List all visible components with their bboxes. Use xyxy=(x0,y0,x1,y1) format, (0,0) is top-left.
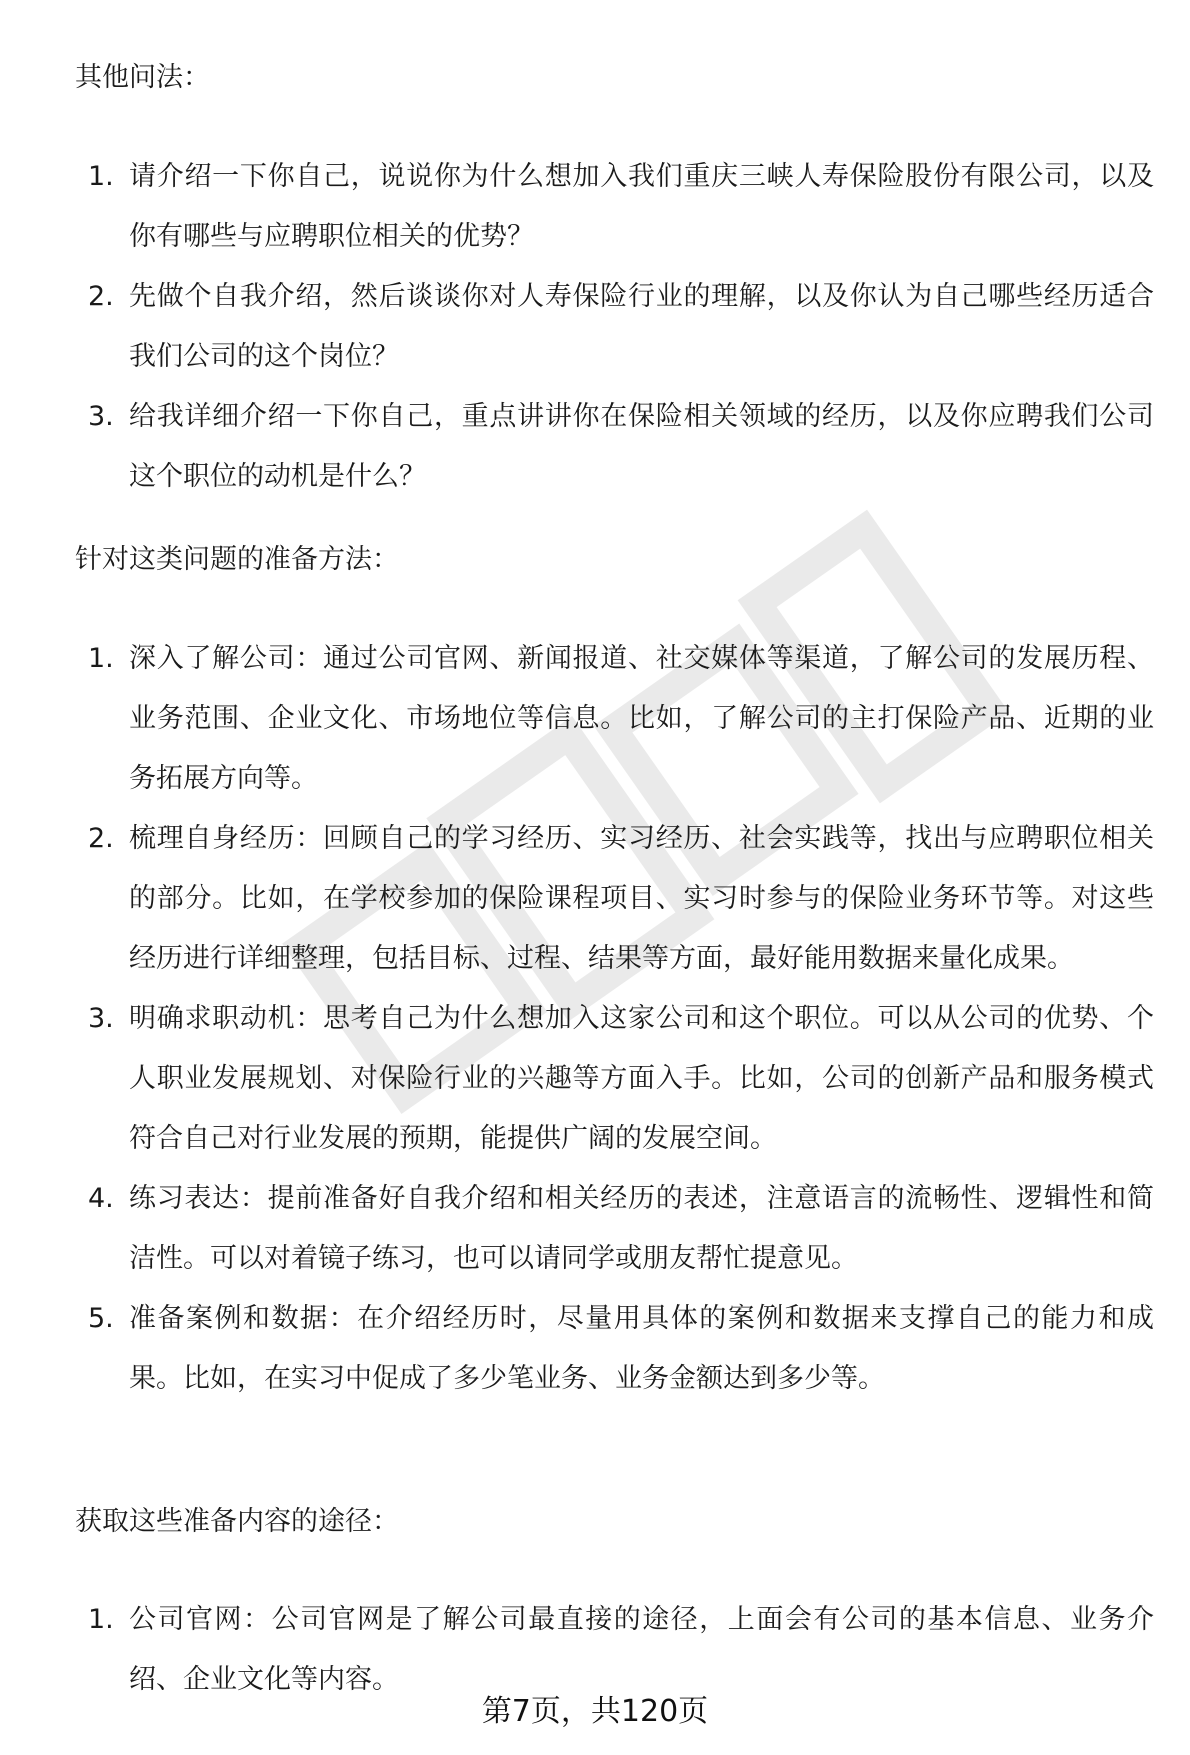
list-item-number: 1. xyxy=(88,161,114,192)
list-item-text: 公司官网：公司官网是了解公司最直接的途径，上面会有公司的基本信息、业务介绍、企业文化等内容。 xyxy=(129,1604,1154,1695)
list-item-text: 请介绍一下你自己，说说你为什么想加入我们重庆三峡人寿保险股份有限公司，以及你有哪些与应聘职位相关的优势？ xyxy=(129,161,1154,252)
list-item-text: 准备案例和数据：在介绍经历时，尽量用具体的案例和数据来支撑自己的能力和成果。比如，在实习中促成了多少笔业务、业务金额达到多少等。 xyxy=(129,1303,1154,1394)
section-heading-other-questions: 其他问法： xyxy=(75,62,210,93)
list-item xyxy=(0,989,1190,1169)
list-item-text: 先做个自我介绍，然后谈谈你对人寿保险行业的理解，以及你认为自己哪些经历适合我们公司的这个岗位？ xyxy=(129,281,1154,372)
list-item xyxy=(0,1289,1190,1409)
list-item-text: 练习表达：提前准备好自我介绍和相关经历的表述，注意语言的流畅性、逻辑性和简洁性。可以对着镜子练习，也可以请同学或朋友帮忙提意见。 xyxy=(129,1183,1154,1274)
list-preparation-methods xyxy=(0,629,1190,1409)
list-item xyxy=(0,629,1190,809)
page-number-footer: 第7页，共120页 xyxy=(481,1694,709,1729)
list-item xyxy=(0,267,1190,387)
list-item-text: 给我详细介绍一下你自己，重点讲讲你在保险相关领域的经历，以及你应聘我们公司这个职位的动机是什么？ xyxy=(129,401,1154,492)
list-item-number: 1. xyxy=(88,643,114,674)
list-item-text: 明确求职动机：思考自己为什么想加入这家公司和这个职位。可以从公司的优势、个人职业发展规划、对保险行业的兴趣等方面入手。比如，公司的创新产品和服务模式符合自己对行业发展的预期，能提供广阔的发展空间。 xyxy=(129,1003,1154,1154)
list-other-questions xyxy=(0,147,1190,507)
list-item-text: 深入了解公司：通过公司官网、新闻报道、社交媒体等渠道，了解公司的发展历程、业务范围、企业文化、市场地位等信息。比如，了解公司的主打保险产品、近期的业务拓展方向等。 xyxy=(129,643,1154,794)
list-item-number: 2. xyxy=(88,281,114,312)
list-item-number: 5. xyxy=(88,1303,114,1334)
list-item xyxy=(0,147,1190,267)
list-item-number: 3. xyxy=(88,401,114,432)
list-item xyxy=(0,809,1190,989)
list-item-number: 2. xyxy=(88,823,114,854)
section-heading-sources: 获取这些准备内容的途径： xyxy=(75,1506,399,1537)
list-item-text: 梳理自身经历：回顾自己的学习经历、实习经历、社会实践等，找出与应聘职位相关的部分。比如，在学校参加的保险课程项目、实习时参与的保险业务环节等。对这些经历进行详细整理，包括目标、过程、结果等方面，最好能用数据来量化成果。 xyxy=(129,823,1154,974)
list-item-number: 4. xyxy=(88,1183,114,1214)
section-heading-preparation-methods: 针对这类问题的准备方法： xyxy=(75,544,399,575)
list-item xyxy=(0,1169,1190,1289)
list-item-number: 1. xyxy=(88,1604,114,1635)
list-item-number: 3. xyxy=(88,1003,114,1034)
list-item xyxy=(0,387,1190,507)
